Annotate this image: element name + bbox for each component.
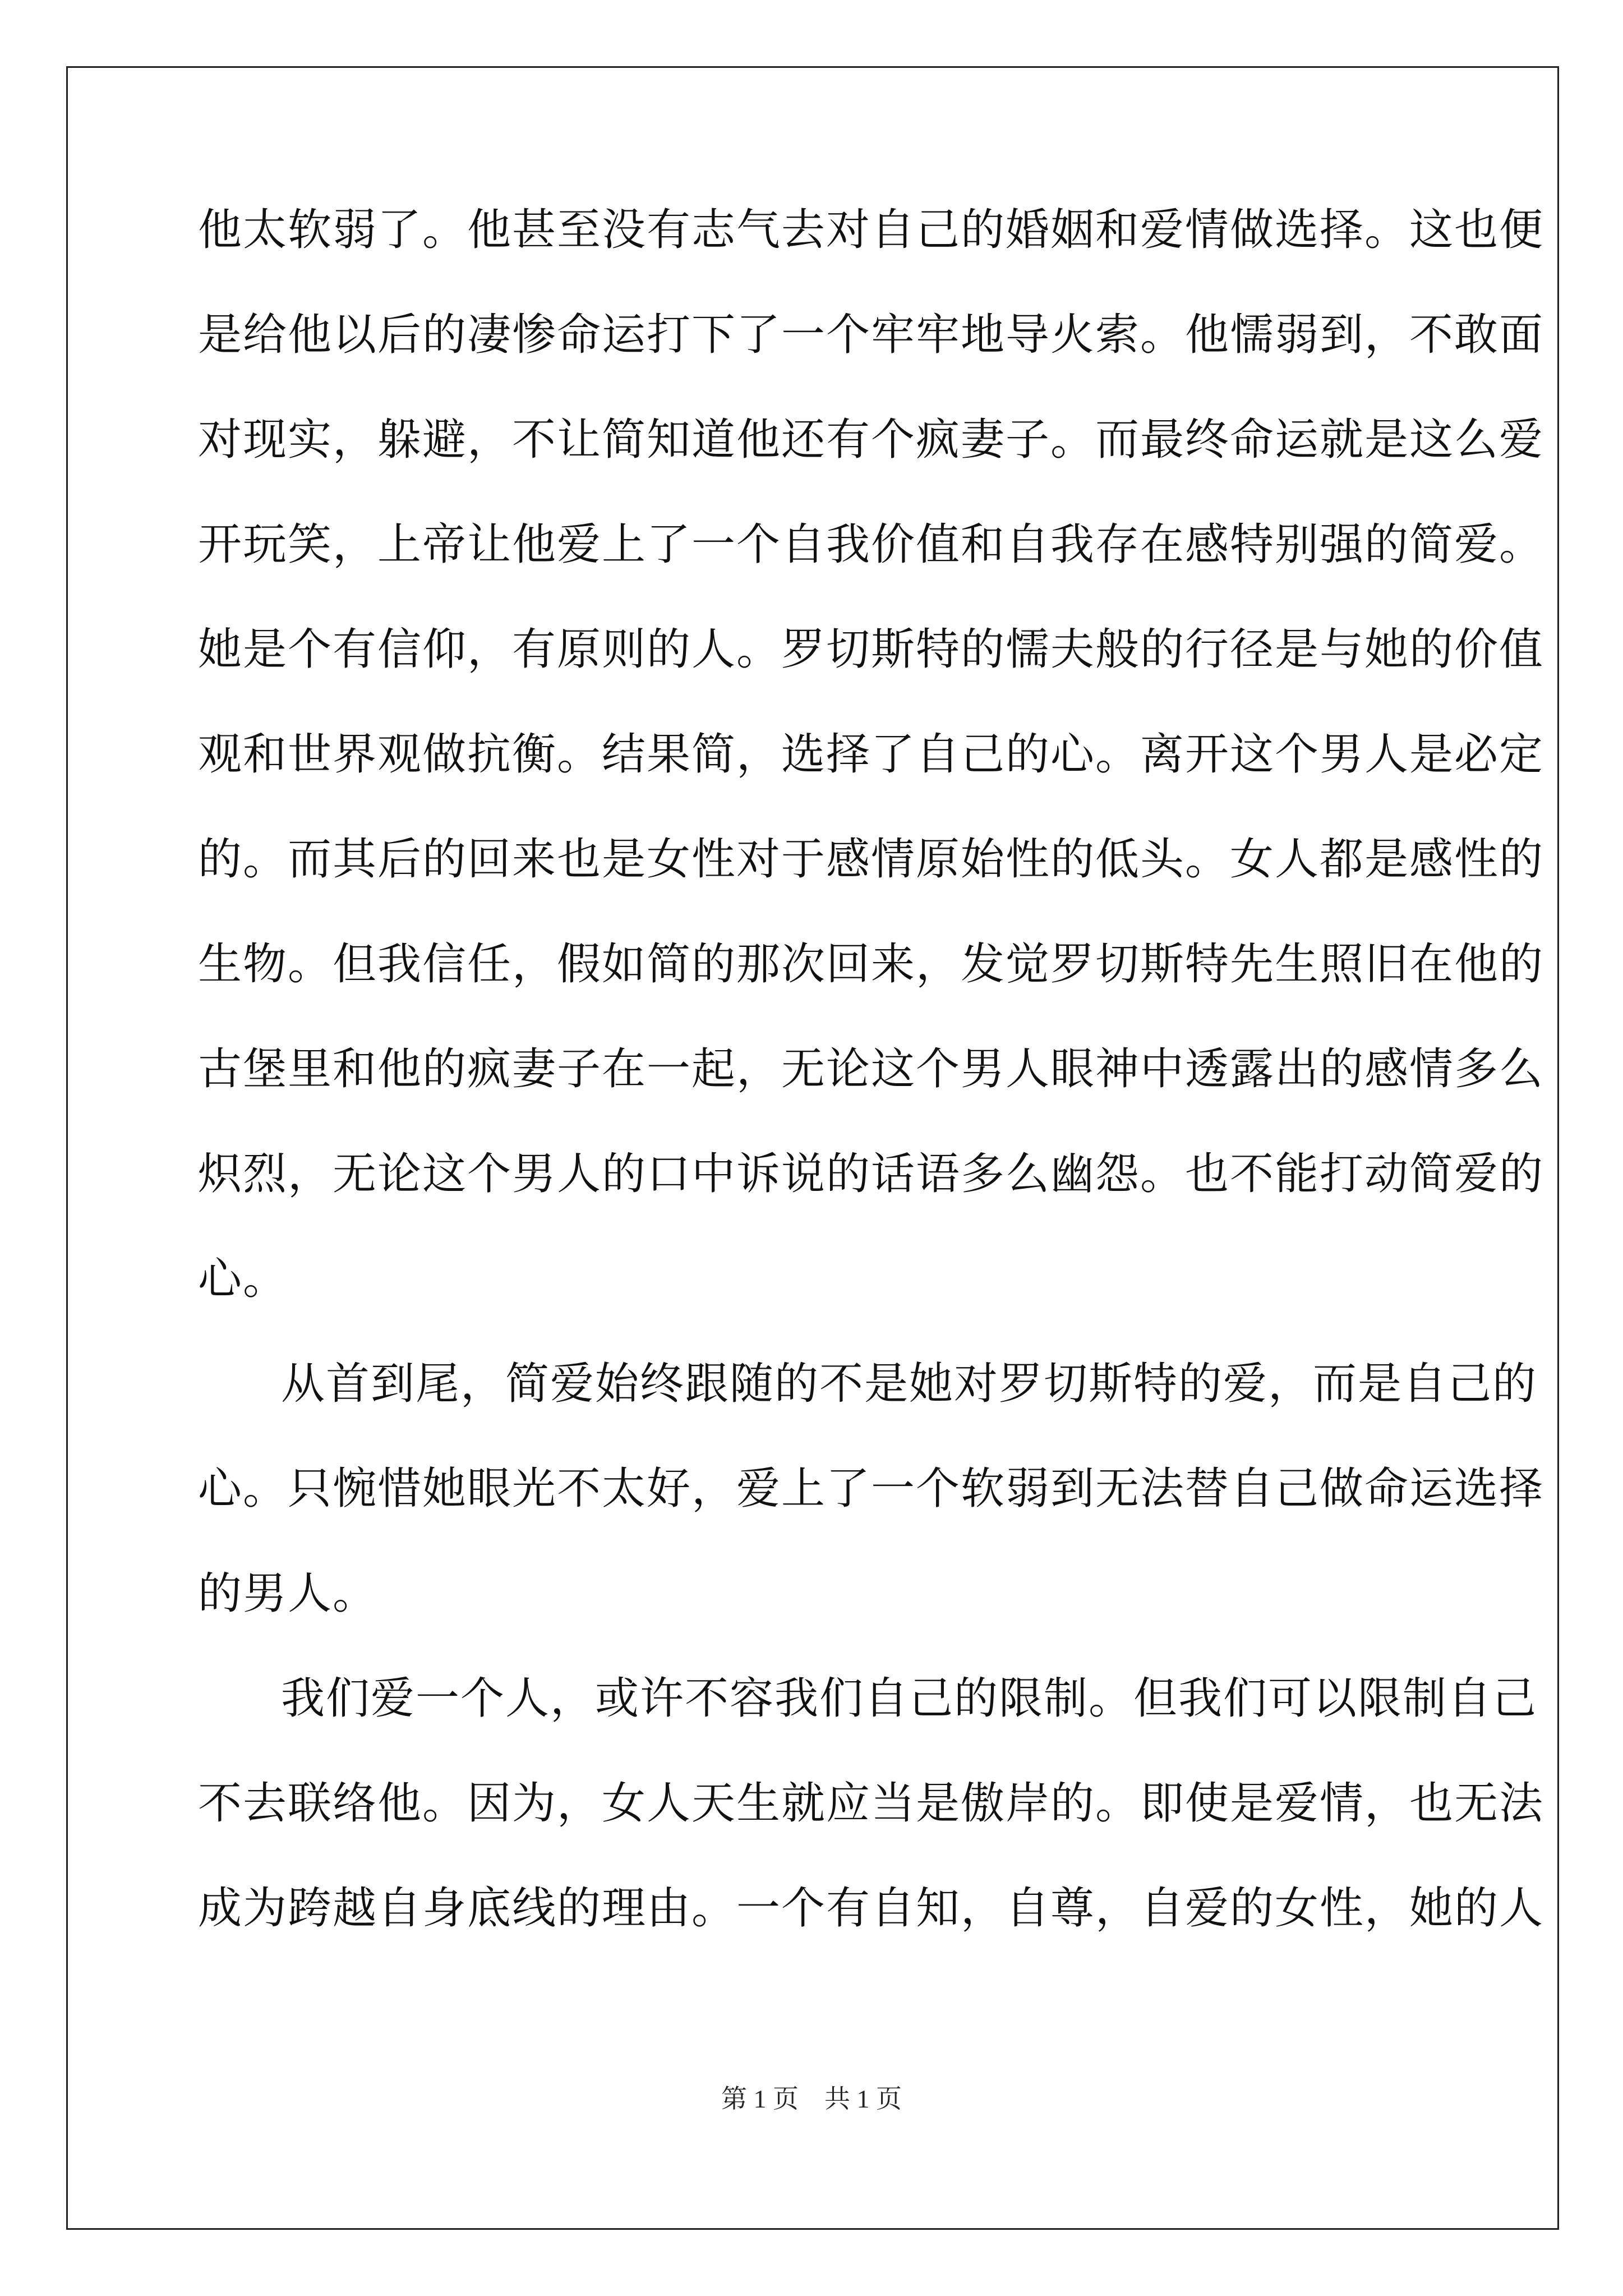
- text-line: 的男人。: [198, 1568, 378, 1619]
- text-line: 心。: [198, 1254, 288, 1304]
- text-line: 成为跨越自身底线的理由。一个有自知，自尊，自爱的女性，她的人: [198, 1883, 1544, 1934]
- text-line: 的。而其后的回来也是女性对于感情原始性的低头。女人都是感性的: [198, 834, 1544, 885]
- text-line: 不去联络他。因为，女人天生就应当是傲岸的。即使是爱情，也无法: [198, 1778, 1544, 1829]
- text-line: 她是个有信仰，有原则的人。罗切斯特的懦夫般的行径是与她的价值: [198, 624, 1544, 675]
- page-number-footer: 第 1 页 共 1 页: [721, 2085, 902, 2113]
- text-line: 炽烈，无论这个男人的口中诉说的话语多么幽怨。也不能打动简爱的: [198, 1149, 1544, 1199]
- text-line: 心。只惋惜她眼光不太好，爱上了一个软弱到无法替自己做命运选择: [198, 1464, 1544, 1514]
- text-line: 他太软弱了。他甚至没有志气去对自己的婚姻和爱情做选择。这也便: [198, 205, 1544, 255]
- text-line: 生物。但我信任，假如简的那次回来，发觉罗切斯特先生照旧在他的: [198, 939, 1544, 990]
- paragraph-first-line: 我们爱一个人，或许不容我们自己的限制。但我们可以限制自己: [281, 1673, 1538, 1724]
- paragraph-first-line: 从首到尾，简爱始终跟随的不是她对罗切斯特的爱，而是自己的: [281, 1359, 1538, 1409]
- text-line: 观和世界观做抗衡。结果简，选择了自己的心。离开这个男人是必定: [198, 729, 1544, 780]
- text-line: 对现实，躲避，不让简知道他还有个疯妻子。而最终命运就是这么爱: [198, 415, 1544, 465]
- text-line: 古堡里和他的疯妻子在一起，无论这个男人眼神中透露出的感情多么: [198, 1044, 1544, 1094]
- text-line: 开玩笑，上帝让他爱上了一个自我价值和自我存在感特别强的简爱。: [198, 519, 1544, 570]
- text-line: 是给他以后的凄惨命运打下了一个牢牢地导火索。他懦弱到，不敢面: [198, 310, 1544, 360]
